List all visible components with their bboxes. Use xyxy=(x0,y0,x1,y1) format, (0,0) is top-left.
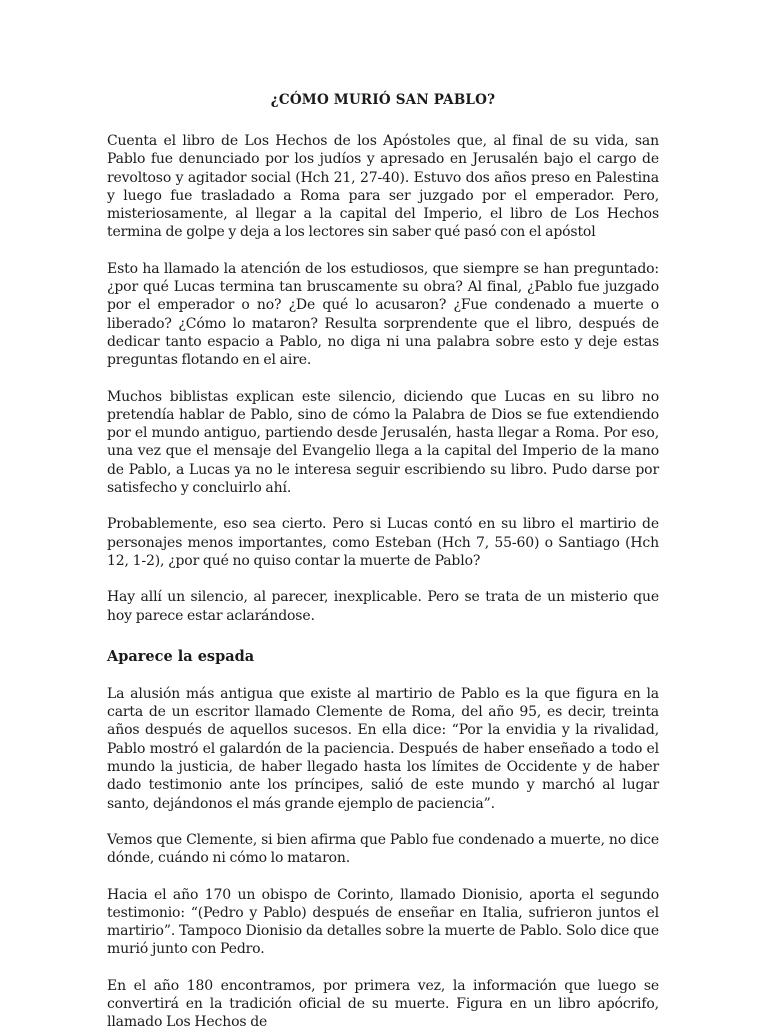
paragraph-2: Esto ha llamado la atención de los estudiosos, que siempre se han preguntado: ¿por qué Lucas termina tan bruscamente su obra? Al final, ¿Pablo fue juzgado por el emperador o no? ¿De qué lo acusaron? ¿Fue condenado a muerte o liberado? ¿Cómo lo mataron? Resulta sorprendente que el libro, después de dedicar tanto espacio a Pablo, no diga ni una palabra sobre esto y deje estas preguntas flotando en el aire. xyxy=(107,260,659,369)
paragraph-7: Vemos que Clemente, si bien afirma que Pablo fue condenado a muerte, no dice dónde, cuándo ni cómo lo mataron. xyxy=(107,831,659,867)
document-title: ¿CÓMO MURIÓ SAN PABLO? xyxy=(270,92,496,108)
paragraph-5: Hay allí un silencio, al parecer, inexplicable. Pero se trata de un misterio que hoy parece estar aclarándose. xyxy=(107,589,659,624)
paragraph-8: Hacia el año 170 un obispo de Corinto, llamado Dionisio, aporta el segundo testimonio: “(Pedro y Pablo) después de enseñar en Italia, sufrieron juntos el martirio”. Tampoco Dionisio da detalles sobre la muerte de Pablo. Solo dice que murió junto con Pedro. xyxy=(107,886,659,958)
paragraph-4: Probablemente, eso sea cierto. Pero si Lucas contó en su libro el martirio de personajes menos importantes, como Esteban (Hch 7, 55-60) o Santiago (Hch 12, 1-2), ¿por qué no quiso contar la muerte de Pablo? xyxy=(107,516,659,569)
paragraph-1: Cuenta el libro de Los Hechos de los Apóstoles que, al final de su vida, san Pablo fue denunciado por los judíos y apresado en Jerusalén bajo el cargo de revoltoso y agitador social (Hch 21, 27-40). Estuvo dos años preso en Palestina y luego fue trasladado a Roma para ser juzgado por el emperador. Pero, misteriosamente, al llegar a la capital del Imperio, el libro de Los Hechos termina de golpe y deja a los lectores sin saber qué pasó con el apóstol xyxy=(107,133,659,241)
paragraph-6: La alusión más antigua que existe al martirio de Pablo es la que figura en la carta de un escritor llamado Clemente de Roma, del año 95, es decir, treinta años después de aquellos sucesos. En ella dice: “Por la envidia y la rivalidad, Pablo mostró el galardón de la paciencia. Después de haber enseñado a todo el mundo la justicia, de haber llegado hasta los límites de Occidente y de haber dado testimonio ante los príncipes, salió de este mundo y marchó al lugar santo, dejándonos el más grande ejemplo de paciencia”. xyxy=(107,685,659,812)
paragraph-9: En el año 180 encontramos, por primera vez, la información que luego se convertirá en la tradición oficial de su muerte. Figura en un libro apócrifo, llamado Los Hechos de xyxy=(107,977,659,1031)
paragraph-3: Muchos biblistas explican este silencio, diciendo que Lucas en su libro no pretendía hablar de Pablo, sino de cómo la Palabra de Dios se fue extendiendo por el mundo antiguo, partiendo desde Jerusalén, hasta llegar a Roma. Por eso, una vez que el mensaje del Evangelio llega a la capital del Imperio de la mano de Pablo, a Lucas ya no le interesa seguir escribiendo su libro. Pudo darse por satisfecho y concluirlo ahí. xyxy=(107,388,659,497)
section-heading: Aparece la espada xyxy=(107,647,255,665)
document-page xyxy=(107,90,659,1032)
